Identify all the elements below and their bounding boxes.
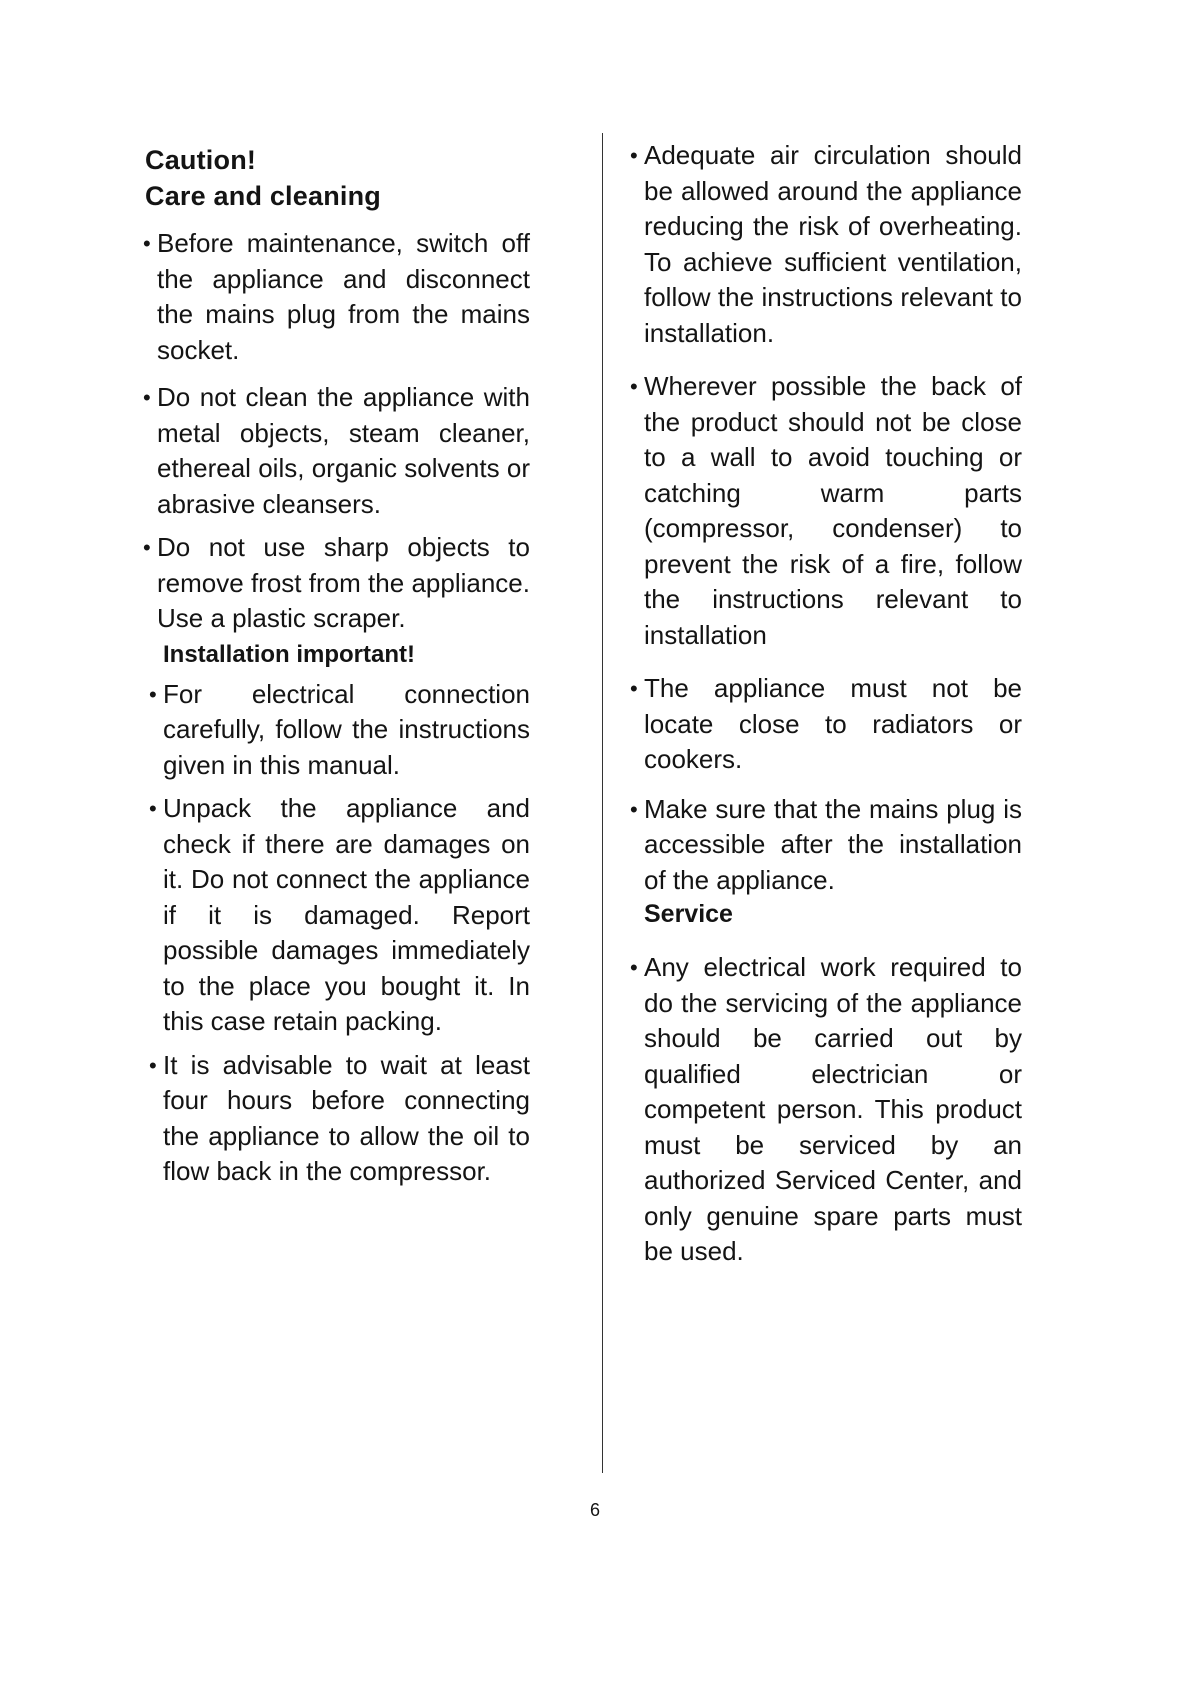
caution-heading: Caution! [145,145,257,175]
bullet-icon: • [630,955,638,980]
list-item [145,380,530,522]
item-text: For electrical connection carefully, follow the instructions given in this manual. [163,678,530,780]
care-cleaning-heading: Care and cleaning [145,181,381,211]
page-number: 6 [589,1500,600,1520]
bullet-icon: • [149,681,157,707]
bullet-icon: • [143,535,151,560]
list-item [632,950,1022,1270]
list-item [632,671,1022,778]
bullet-icon: • [143,231,151,256]
bullet-icon: • [149,1052,157,1078]
item-text: Do not use sharp objects to remove frost from the appliance. Use a plastic scraper. [157,532,530,633]
item-text: It is advisable to wait at least four hours before connecting the appliance to allow the oil to flow back in the compressor. [163,1049,530,1186]
bullet-icon: • [630,143,638,168]
bullet-icon: • [630,796,638,822]
list-item [151,791,530,1040]
installation-list [145,677,530,1190]
item-text: Do not clean the appliance with metal objects, steam cleaner, ethereal oils, organic solvents or abrasive cleansers. [157,382,530,519]
column-divider [602,133,603,1473]
bullet-icon: • [630,676,638,701]
bullet-icon: • [630,374,638,399]
left-column [145,142,530,1190]
list-item [145,530,530,637]
right-column [632,138,1022,1270]
list-item [151,1048,530,1190]
bullet-icon: • [143,385,151,410]
item-text: Any electrical work required to do the servicing of the appliance should be carried out by qualified electrician or competent person. This product must be serviced by an authorized Serviced Center, and only genuine spare parts must be used. [644,952,1022,1266]
item-text: Make sure that the mains plug is accessible after the installation of the appliance. [644,793,1022,895]
list-item [632,369,1022,653]
list-item [151,677,530,784]
item-text: Before maintenance, switch off the appliance and disconnect the mains plug from the mains socket. [157,228,530,365]
item-text: Wherever possible the back of the product should not be close to a wall to avoid touching or catching warm parts (compressor, condenser) to prevent the risk of a fire, follow the instructions relevant to installation [644,371,1022,650]
list-item [632,138,1022,351]
item-text: The appliance must not be locate close to radiators or cookers. [644,673,1022,774]
service-heading: Service [644,900,733,928]
item-text: Adequate air circulation should be allowed around the appliance reducing the risk of overheating. To achieve sufficient ventilation, follow the instructions relevant to installation. [644,140,1022,348]
list-item [145,226,530,368]
installation-heading: Installation important! [163,640,415,668]
list-item [632,792,1022,899]
bullet-icon: • [149,796,157,821]
item-text: Unpack the appliance and check if there are damages on it. Do not connect the appliance if it is damaged. Report possible damages immediately to the place you bought it. In this case retain packing. [163,793,530,1036]
